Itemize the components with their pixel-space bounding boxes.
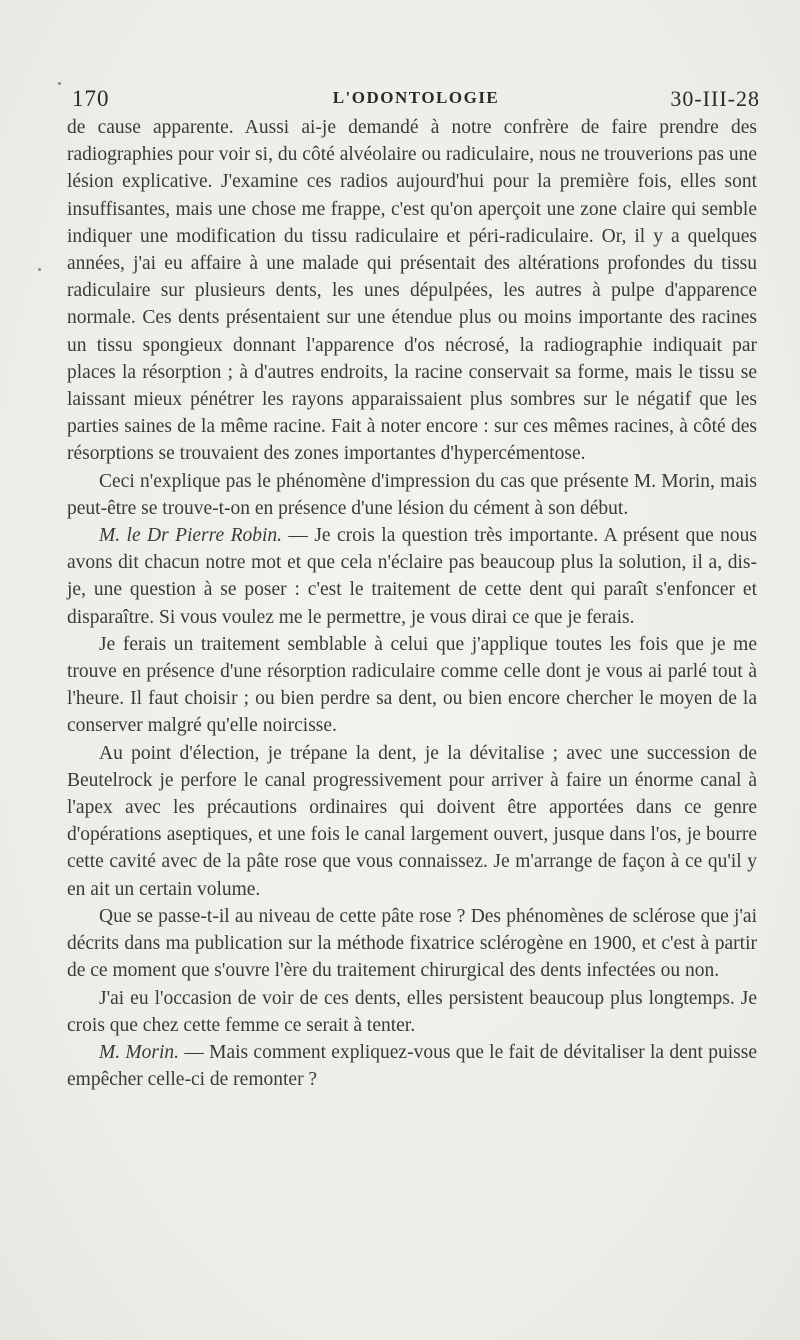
paragraph (67, 985, 757, 1039)
journal-title: L'ODONTOLOGIE (332, 88, 500, 107)
scan-speck (38, 268, 41, 271)
paragraph (67, 468, 757, 522)
paragraph (67, 740, 757, 903)
paragraph-text: J'ai eu l'occasion de voir de ces dents, elles persistent beaucoup plus longtemps. Je crois que chez cette femme ce serait à tenter. (67, 987, 757, 1036)
paragraph-text: Au point d'élection, je trépane la dent, je la dévitalise ; avec une succession de Beutelrock je perfore le canal progressivement pour arriver à faire un énorme canal à l'apex avec les précautions ordinaires qui doivent être apportées dans ce genre d'opérations aseptiques, et une fois le canal largement ouvert, jusque dans l'os, je bourre cette cavité avec de la pâte rose que vous connaissez. Je m'arrange de façon à ce qu'il y en ait un certain volume. (67, 742, 757, 900)
paragraph-text: de cause apparente. Aussi ai-je demandé à notre confrère de faire prendre des radiographies pour voir si, du côté alvéolaire ou radiculaire, nous ne trouverions pas une lésion explicative. J'examine ces radios aujourd'hui pour la première fois, elles sont insuffisantes, mais une chose me frappe, c'est qu'on aperçoit une zone claire qui semble indiquer une modification du tissu radiculaire et péri-radiculaire. Or, il y a quelques années, j'ai eu affaire à une malade qui présentait des altérations profondes du tissu radiculaire sur plusieurs dents, les unes dépulpées, les autres à pulpe d'apparence normale. Ces dents présentaient sur une étendue plus ou moins importante des racines un tissu spongieux donnant l'apparence d'os nécrosé, la radiographie indiquait par places la résorption ; à d'autres endroits, la racine conservait sa forme, mais le tissu se laissant mieux pénétrer les rayons apparaissaient plus sombres sur le négatif que les parties saines de la même racine. Fait à noter encore : sur ces mêmes racines, à côté des résorptions se trouvaient des zones importantes d'hypercémentose. (67, 117, 757, 465)
running-header (72, 86, 760, 114)
issue-date: 30-III-28 (670, 86, 760, 111)
paragraph-text: Que se passe-t-il au niveau de cette pâte rose ? Des phénomènes de sclérose que j'ai décrits dans ma publication sur la méthode fixatrice sclérogène en 1900, et c'est à partir de ce moment que s'ouvre l'ère du traitement chirurgical des dents infectées ou non. (67, 905, 757, 982)
paragraph-text: Je ferais un traitement semblable à celui que j'applique toutes les fois que je me trouve en présence d'une résorption radiculaire comme celle dont je vous ai parlé tout à l'heure. Il faut choisir ; ou bien perdre sa dent, ou bien encore chercher le moyen de la conserver malgré qu'elle noircisse. (67, 633, 757, 737)
scan-speck (58, 82, 61, 85)
paragraph (67, 522, 757, 631)
page-number: 170 (72, 86, 110, 111)
article-body (67, 114, 757, 1093)
speaker-name: M. Morin. (99, 1041, 180, 1063)
paragraph (67, 114, 757, 468)
speaker-name: M. le Dr Pierre Robin. (99, 525, 283, 547)
paragraph-text: — Mais comment expliquez-vous que le fait de dévitaliser la dent puisse empêcher celle-ci de remonter ? (67, 1041, 757, 1091)
paragraph (67, 1039, 757, 1093)
paragraph (67, 631, 757, 740)
paragraph-text: Ceci n'explique pas le phénomène d'impression du cas que présente M. Morin, mais peut-être se trouve-t-on en présence d'une lésion du cément à son début. (67, 470, 757, 519)
paragraph-text: — Je crois la question très importante. A présent que nous avons dit chacun notre mot et que cela n'éclaire pas beaucoup plus la solution, il a, dis-je, une question à se poser : c'est le traitement de cette dent qui paraît s'enfoncer et disparaître. Si vous voulez me le permettre, je vous dirai ce que je ferais. (67, 525, 757, 628)
paragraph (67, 903, 757, 985)
